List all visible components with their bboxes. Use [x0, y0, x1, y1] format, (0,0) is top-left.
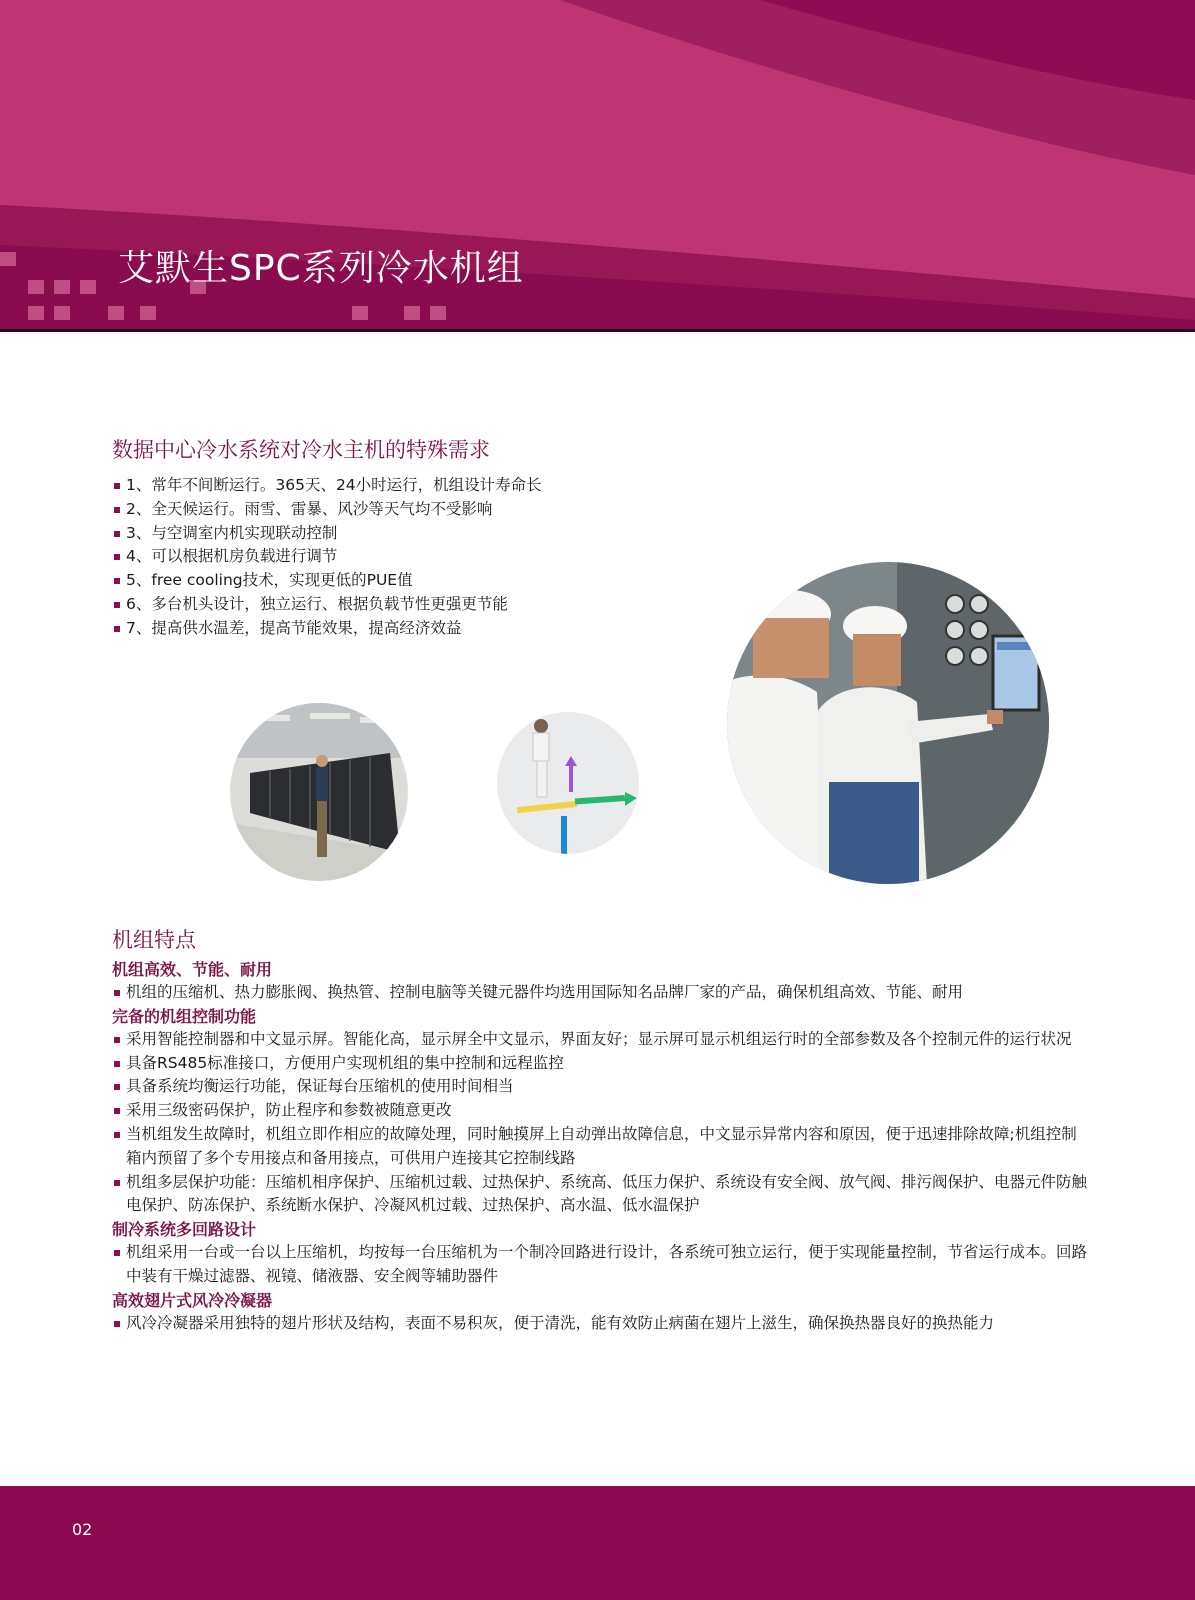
bullet-square-icon: [114, 554, 120, 560]
bullet-square-icon: [114, 1061, 120, 1067]
bullet-square-icon: [114, 1108, 120, 1114]
bullet-square-icon: [114, 1084, 120, 1090]
header-divider: [0, 329, 1195, 332]
list-item: 机组采用一台或一台以上压缩机，均按每一台压缩机为一个制冷回路进行设计，各系统可独立运行，便于实现能量控制，节省运行成本。回路中装有干燥过滤器、视镜、储液器、安全阀等辅助器件: [112, 1241, 1092, 1289]
list-item: 当机组发生故障时，机组立即作相应的故障处理，同时触摸屏上自动弹出故障信息，中文显示异常内容和原因，便于迅速排除故障;机组控制箱内预留了多个专用接点和备用接点，可供用户连接其它控制线路: [112, 1123, 1092, 1171]
bullet-square-icon: [114, 483, 120, 489]
list-item: 7、提高供水温差，提高节能效果，提高经济效益: [112, 617, 712, 641]
bullet-square-icon: [114, 1250, 120, 1256]
list-item: 6、多台机头设计，独立运行、根据负载节性更强更节能: [112, 593, 712, 617]
bullet-square-icon: [114, 602, 120, 608]
bullet-square-icon: [114, 531, 120, 537]
bullet-square-icon: [114, 1180, 120, 1186]
requirements-list: [112, 474, 712, 641]
feature-group-title: 机组高效、节能、耐用: [112, 960, 273, 979]
bullet-square-icon: [114, 507, 120, 513]
data-center-photo: [230, 703, 408, 881]
features-heading: 机组特点: [112, 928, 196, 952]
feature-group-title: 制冷系统多回路设计: [112, 1220, 257, 1240]
engineers-control-panel-photo: [727, 562, 1049, 884]
bullet-square-icon: [114, 578, 120, 584]
feature-list: [112, 1241, 1092, 1289]
feature-group: [112, 1289, 1092, 1336]
footer-bar: [0, 1486, 1195, 1600]
features-section: [112, 924, 1092, 1336]
bullet-square-icon: [114, 626, 120, 632]
feature-group: [112, 1005, 1092, 1218]
feature-group-title: 完备的机组控制功能: [112, 1006, 257, 1026]
list-item: 机组多层保护功能：压缩机相序保护、压缩机过载、过热保护、系统高、低压力保护、系统设有安全阀、放气阀、排污阀保护、电器元件防触电保护、防冻保护、系统断水保护、冷凝风机过载、过热保护、高水温、低水温保护: [112, 1171, 1092, 1219]
floor-airflow-photo: [497, 712, 639, 854]
bullet-square-icon: [114, 1321, 120, 1327]
feature-group: [112, 958, 1092, 1005]
feature-list: [112, 981, 1092, 1005]
list-item: 采用智能控制器和中文显示屏。智能化高，显示屏全中文显示，界面友好；显示屏可显示机组运行时的全部参数及各个控制元件的运行状况: [112, 1028, 1092, 1052]
bullet-square-icon: [114, 1132, 120, 1138]
feature-list: [112, 1312, 1092, 1336]
bullet-square-icon: [114, 990, 120, 996]
feature-group-title: 高效翅片式风冷冷凝器: [112, 1290, 273, 1310]
header-banner: [0, 0, 1195, 332]
list-item: 3、与空调室内机实现联动控制: [112, 522, 712, 546]
feature-group: [112, 1218, 1092, 1289]
list-item: 机组的压缩机、热力膨胀阀、换热管、控制电脑等关键元器件均选用国际知名品牌厂家的产品，确保机组高效、节能、耐用: [112, 981, 1092, 1005]
feature-list: [112, 1028, 1092, 1218]
list-item: 风冷冷凝器采用独特的翅片形状及结构，表面不易积灰，便于清洗，能有效防止病菌在翅片上滋生，确保换热器良好的换热能力: [112, 1312, 1092, 1336]
bullet-square-icon: [114, 1037, 120, 1043]
list-item: 2、全天候运行。雨雪、雷暴、风沙等天气均不受影响: [112, 498, 712, 522]
list-item: 5、free cooling技术，实现更低的PUE值: [112, 569, 712, 593]
list-item: 4、可以根据机房负载进行调节: [112, 545, 712, 569]
list-item: 1、常年不间断运行。365天、24小时运行，机组设计寿命长: [112, 474, 712, 498]
list-item: 采用三级密码保护，防止程序和参数被随意更改: [112, 1099, 1092, 1123]
page-number: 02: [72, 1520, 93, 1539]
page-title: 艾默生SPC系列冷水机组: [118, 248, 524, 289]
list-item: 具备RS485标准接口，方便用户实现机组的集中控制和远程监控: [112, 1052, 1092, 1076]
list-item: 具备系统均衡运行功能，保证每台压缩机的使用时间相当: [112, 1075, 1092, 1099]
requirements-heading: 数据中心冷水系统对冷水主机的特殊需求: [112, 438, 490, 462]
